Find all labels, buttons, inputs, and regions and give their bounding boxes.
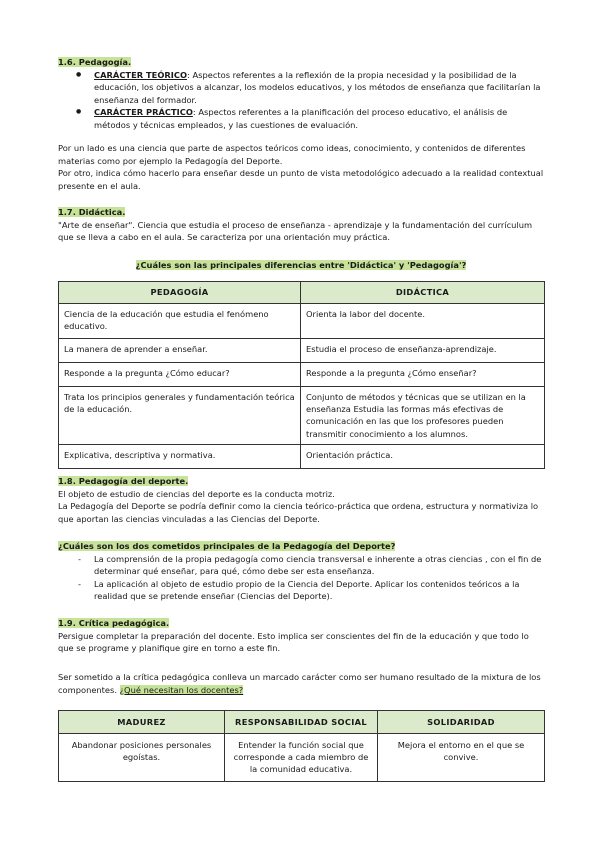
question-highlight: ¿Qué necesitan los docentes? bbox=[119, 684, 244, 695]
table-cell: Conjunto de métodos y técnicas que se utilizan en la enseñanza Estudia las formas más efectivas de comunicación en las que los profesores pueden transmitir conocimiento a los alumnos. bbox=[301, 387, 545, 445]
section-heading: 1.6. Pedagogía. bbox=[58, 57, 132, 67]
bullet-term: CARÁCTER PRÁCTICO bbox=[94, 107, 193, 118]
section-1-8 bbox=[58, 475, 544, 525]
section-1-7 bbox=[58, 206, 544, 244]
paragraph: Por otro, indica cómo hacerlo para enseñar desde un punto de vista metodológico adecuado a la realidad contextual presente en el aula. bbox=[58, 168, 544, 191]
section-heading: 1.9. Crítica pedagógica. bbox=[58, 618, 170, 628]
list-item: - La aplicación al objeto de estudio propio de la Ciencia del Deporte. Aplicar los contenidos teóricos a la realidad que se pretende enseñar (Ciencias del Deporte). bbox=[58, 578, 544, 603]
list-item bbox=[58, 69, 544, 107]
table-cell: La manera de aprender a enseñar. bbox=[59, 339, 301, 363]
table-header: DIDÁCTICA bbox=[301, 282, 545, 304]
table-cell: Orientación práctica. bbox=[301, 445, 545, 469]
dash-list bbox=[58, 553, 544, 603]
table-cell: Estudia el proceso de enseñanza-aprendizaje. bbox=[301, 339, 545, 363]
table-cell: Abandonar posiciones personales egoístas. bbox=[59, 734, 225, 782]
table-cell: Explicativa, descriptiva y normativa. bbox=[59, 445, 301, 469]
table-cell: Responde a la pregunta ¿Cómo educar? bbox=[59, 363, 301, 387]
table-cell: Ciencia de la educación que estudia el fenómeno educativo. bbox=[59, 304, 301, 339]
question-highlight: ¿Cuáles son las principales diferencias entre 'Didáctica' y 'Pedagogía'? bbox=[135, 260, 467, 270]
list-item: - La comprensión de la propia pedagogía como ciencia transversal e inherente a otras ciencias , con el fin de determinar qué enseñar, para qué, cómo debe ser esta enseñanza. bbox=[58, 553, 544, 578]
table-cell: Entender la función social que corresponde a cada miembro de la comunidad educativa. bbox=[225, 734, 378, 782]
comparison-table bbox=[58, 281, 544, 469]
paragraph: El objeto de estudio de ciencias del deporte es la conducta motriz. bbox=[58, 488, 335, 499]
question-highlight: ¿Cuáles son los dos cometidos principales de la Pedagogía del Deporte? bbox=[58, 541, 396, 551]
paragraph: Ser sometido a la crítica pedagógica conlleva un marcado carácter como ser humano resultado de la mixtura de los componentes. ¿Qué necesitan los docentes? bbox=[58, 672, 541, 695]
bullet-list bbox=[58, 69, 544, 132]
section-1-6 bbox=[58, 56, 544, 132]
table-header: RESPONSABILIDAD SOCIAL bbox=[225, 711, 378, 734]
paragraph: Persigue completar la preparación del docente. Esto implica ser conscientes del fin de la educación y que todo lo que se programe y planifique gire en torno a este fin. bbox=[58, 630, 529, 654]
table-header: SOLIDARIDAD bbox=[378, 711, 545, 734]
paragraph: La Pedagogía del Deporte se podría definir como la ciencia teórico-práctica que ordena, estructura y normativiza lo que aportan las ciencias vinculadas a las Ciencias del Deporte. bbox=[58, 501, 539, 524]
bullet-term: CARÁCTER TEÓRICO bbox=[94, 69, 188, 80]
table-cell: Mejora el entorno en el que se convive. bbox=[378, 734, 545, 782]
paragraph: Por un lado es una ciencia que parte de aspectos teóricos como ideas, conocimiento, y contenidos de diferentes materias como por ejemplo la Pedagogía del Deporte. bbox=[58, 143, 526, 166]
section-1-8-question bbox=[58, 540, 544, 603]
section-1-9-body bbox=[58, 671, 544, 696]
table-header: MADUREZ bbox=[59, 711, 225, 734]
paragraph: "Arte de enseñar". Ciencia que estudia el proceso de enseñanza - aprendizaje y la fundamentación del currículum que se lleva a cabo en el aula. Se caracteriza por una orientación muy práctica. bbox=[58, 219, 533, 243]
table-cell: Responde a la pregunta ¿Cómo enseñar? bbox=[301, 363, 545, 387]
section-1-9 bbox=[58, 617, 544, 655]
table-cell: Trata los principios generales y fundamentación teórica de la educación. bbox=[59, 387, 301, 445]
teacher-needs-table bbox=[58, 710, 544, 782]
section-1-6-body bbox=[58, 142, 544, 192]
table-cell: Orienta la labor del docente. bbox=[301, 304, 545, 339]
table-header: PEDAGOGÍA bbox=[59, 282, 301, 304]
bullet-text: : Aspectos referentes a la reflexión de la propia necesidad y la posibilidad de la educación, los objetivos a alcanzar, los modelos educativos, y los métodos de enseñanza que facilitarían la enseñanza del formador. bbox=[94, 69, 541, 105]
list-item bbox=[58, 106, 544, 131]
bullet-text: : Aspectos referentes a la planificación del proceso educativo, el análisis de métodos y técnicas empleados, y las cuestiones de evaluación. bbox=[94, 107, 508, 130]
section-heading: 1.8. Pedagogía del deporte. bbox=[58, 476, 189, 486]
section-heading: 1.7. Didáctica. bbox=[58, 207, 126, 217]
question-1 bbox=[58, 259, 544, 272]
